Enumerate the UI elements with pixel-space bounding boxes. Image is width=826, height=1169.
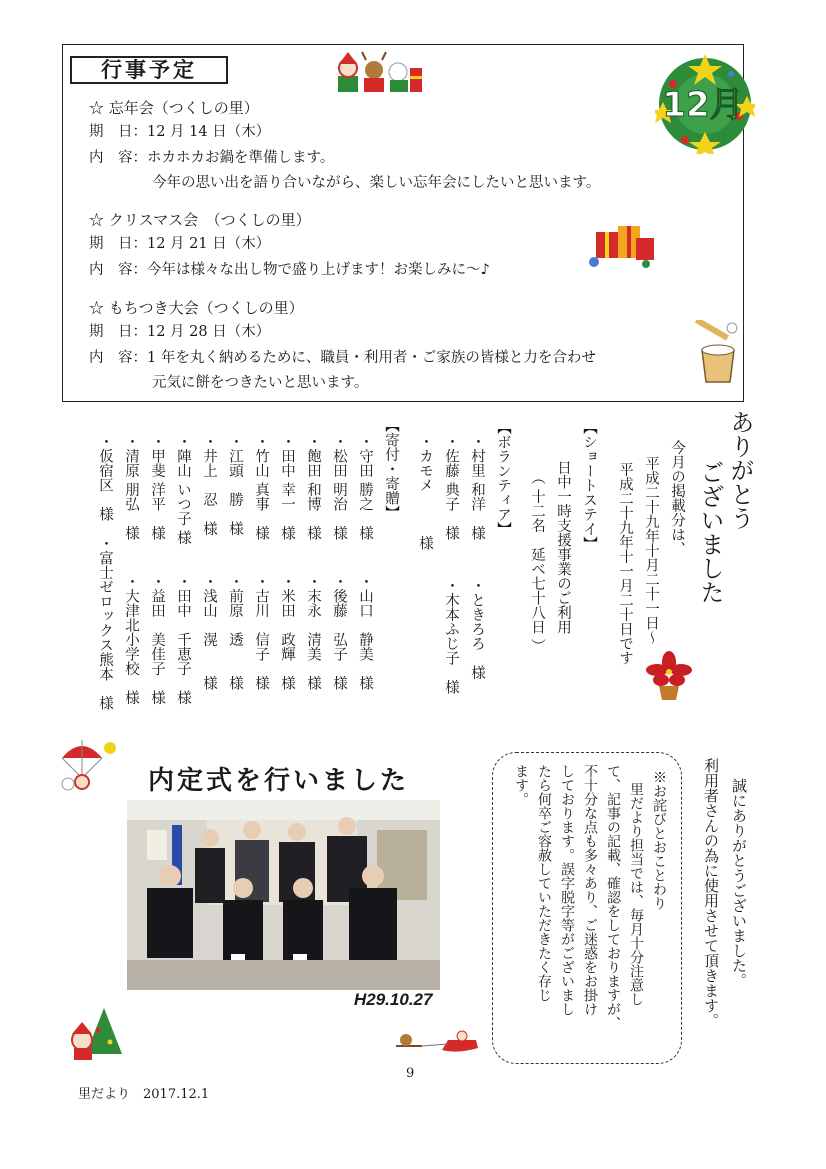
volunteer-2: ・ときろろ 様 bbox=[469, 578, 485, 680]
shortstay-count: （ 十二名 延べ七十八日 ） bbox=[529, 470, 545, 654]
donor: ・飽田 和博 様 bbox=[305, 434, 321, 541]
donor: ・甲斐 洋平 様 bbox=[149, 434, 165, 541]
photo-caption: H29.10.27 bbox=[354, 990, 433, 1009]
period-line-3: 平成二十九年十一月二十日です bbox=[617, 462, 633, 665]
events-title: 行事予定 bbox=[70, 56, 228, 84]
apology-line: ます。 bbox=[513, 764, 529, 806]
santa-sleigh-icon bbox=[392, 1030, 484, 1056]
santa-tree-icon bbox=[66, 1004, 126, 1062]
donor: ・田中 幸一 様 bbox=[279, 434, 295, 541]
event-2-content: 内 容：今年は様々な出し物で盛り上げます！お楽しみに～♪ bbox=[89, 262, 490, 278]
event-2-date: 期 日：12 月 21 日（木） bbox=[89, 236, 271, 252]
christmas-characters-icon bbox=[334, 50, 424, 96]
mochi-mortar-icon bbox=[692, 320, 744, 388]
donor: ・富士ゼロックス熊本 様 bbox=[97, 536, 113, 710]
donor: ・井上 忍 様 bbox=[201, 434, 217, 536]
period-line-1: 今月の掲載分は、 bbox=[669, 440, 685, 556]
event-1-date: 期 日：12 月 14 日（木） bbox=[89, 124, 271, 140]
donor: ・益田 美佳子 様 bbox=[149, 574, 165, 705]
donor: ・後藤 弘子 様 bbox=[331, 574, 347, 690]
donor: ・松田 明治 様 bbox=[331, 434, 347, 541]
donor: ・清原 朋弘 様 bbox=[123, 434, 139, 541]
donor: ・陣山 いつ子 様 bbox=[175, 434, 191, 545]
donor: ・大津北小学校 様 bbox=[123, 574, 139, 705]
volunteer-4: ・木本ふじ子 様 bbox=[443, 578, 459, 694]
footer-publication: 里だより 2017.12.1 bbox=[78, 1087, 210, 1102]
donor: ・仮宿区 様 bbox=[97, 434, 113, 521]
apology-line: しております。誤字脱字等がございまし bbox=[559, 764, 575, 1016]
apology-line: て、記事の記載、確認をしておりますが、 bbox=[605, 764, 621, 1030]
apology-line: たら何卒ご容赦していただきたく存じ bbox=[536, 764, 552, 1002]
event-1-name: ☆ 忘年会（つくしの里） bbox=[89, 99, 259, 117]
donor: ・前原 透 様 bbox=[227, 574, 243, 690]
shortstay-label: 【ショートステイ】 bbox=[581, 420, 597, 551]
event-1-content: 内 容：ホカホカお鍋を準備します。 bbox=[89, 150, 335, 166]
period-line-2: 平成二十九年十月二十一日～ bbox=[643, 456, 659, 645]
month-badge-text: 12月 bbox=[662, 85, 744, 125]
donor: ・古川 信子 様 bbox=[253, 574, 269, 690]
shortstay-text: 日中一時支援事業のご利用 bbox=[555, 460, 571, 634]
volunteer-1: ・村里 和洋 様 bbox=[469, 434, 485, 541]
donor: ・守田 勝之 様 bbox=[357, 434, 373, 541]
page-number: 9 bbox=[406, 1066, 415, 1081]
donor: ・江頭 勝 様 bbox=[227, 434, 243, 536]
event-2-name: ☆ クリスマス会 （つくしの里） bbox=[89, 211, 311, 229]
santa-parachute-icon bbox=[56, 738, 122, 794]
donation-label: 【寄付・寄贈】 bbox=[383, 418, 399, 520]
closing-line-2: 利用者さんの為に使用させて頂きます。 bbox=[702, 758, 720, 1028]
volunteer-label: 【ボランティア】 bbox=[495, 420, 511, 536]
thanks-heading-1: ありがとう bbox=[726, 410, 754, 530]
thanks-heading-2: ございました bbox=[696, 460, 724, 604]
apology-line: 里だより担当では、毎月十分注意し bbox=[628, 782, 644, 1006]
closing-line-1: 誠にありがとうございました。 bbox=[730, 778, 748, 988]
december-wreath-badge bbox=[655, 54, 755, 154]
donor: ・浅山 滉 様 bbox=[201, 574, 217, 690]
poinsettia-icon bbox=[644, 650, 694, 702]
donor: ・米田 政輝 様 bbox=[279, 574, 295, 690]
group-photo bbox=[127, 800, 440, 990]
volunteer-3: ・佐藤 典子 様 bbox=[443, 434, 459, 541]
event-3-name: ☆ もちつき大会（つくしの里） bbox=[89, 299, 304, 317]
donor: ・田中 千恵子 様 bbox=[175, 574, 191, 705]
event-3-date: 期 日：12 月 28 日（木） bbox=[89, 324, 271, 340]
donor: ・竹山 真事 様 bbox=[253, 434, 269, 541]
donor: ・末永 清美 様 bbox=[305, 574, 321, 690]
donor: ・山口 静美 様 bbox=[357, 574, 373, 690]
event-3-content: 内 容：1 年を丸く納めるために、職員・利用者・ご家族の皆様と力を合わせ bbox=[89, 350, 596, 366]
event-3-content-cont: 元気に餅をつきたいと思います。 bbox=[152, 375, 369, 391]
apology-line: 不十分な点も多々あり、ご迷惑をお掛け bbox=[582, 764, 598, 1016]
christmas-presents-icon bbox=[586, 222, 658, 270]
event-1-content-cont: 今年の思い出を語り合いながら、楽しい忘年会にしたいと思います。 bbox=[152, 175, 601, 191]
apology-line: ※お詫びとおことわり bbox=[651, 770, 667, 910]
naitei-title: 内定式を行いました bbox=[148, 766, 410, 796]
volunteer-5: ・カモメ 様 bbox=[417, 434, 433, 550]
